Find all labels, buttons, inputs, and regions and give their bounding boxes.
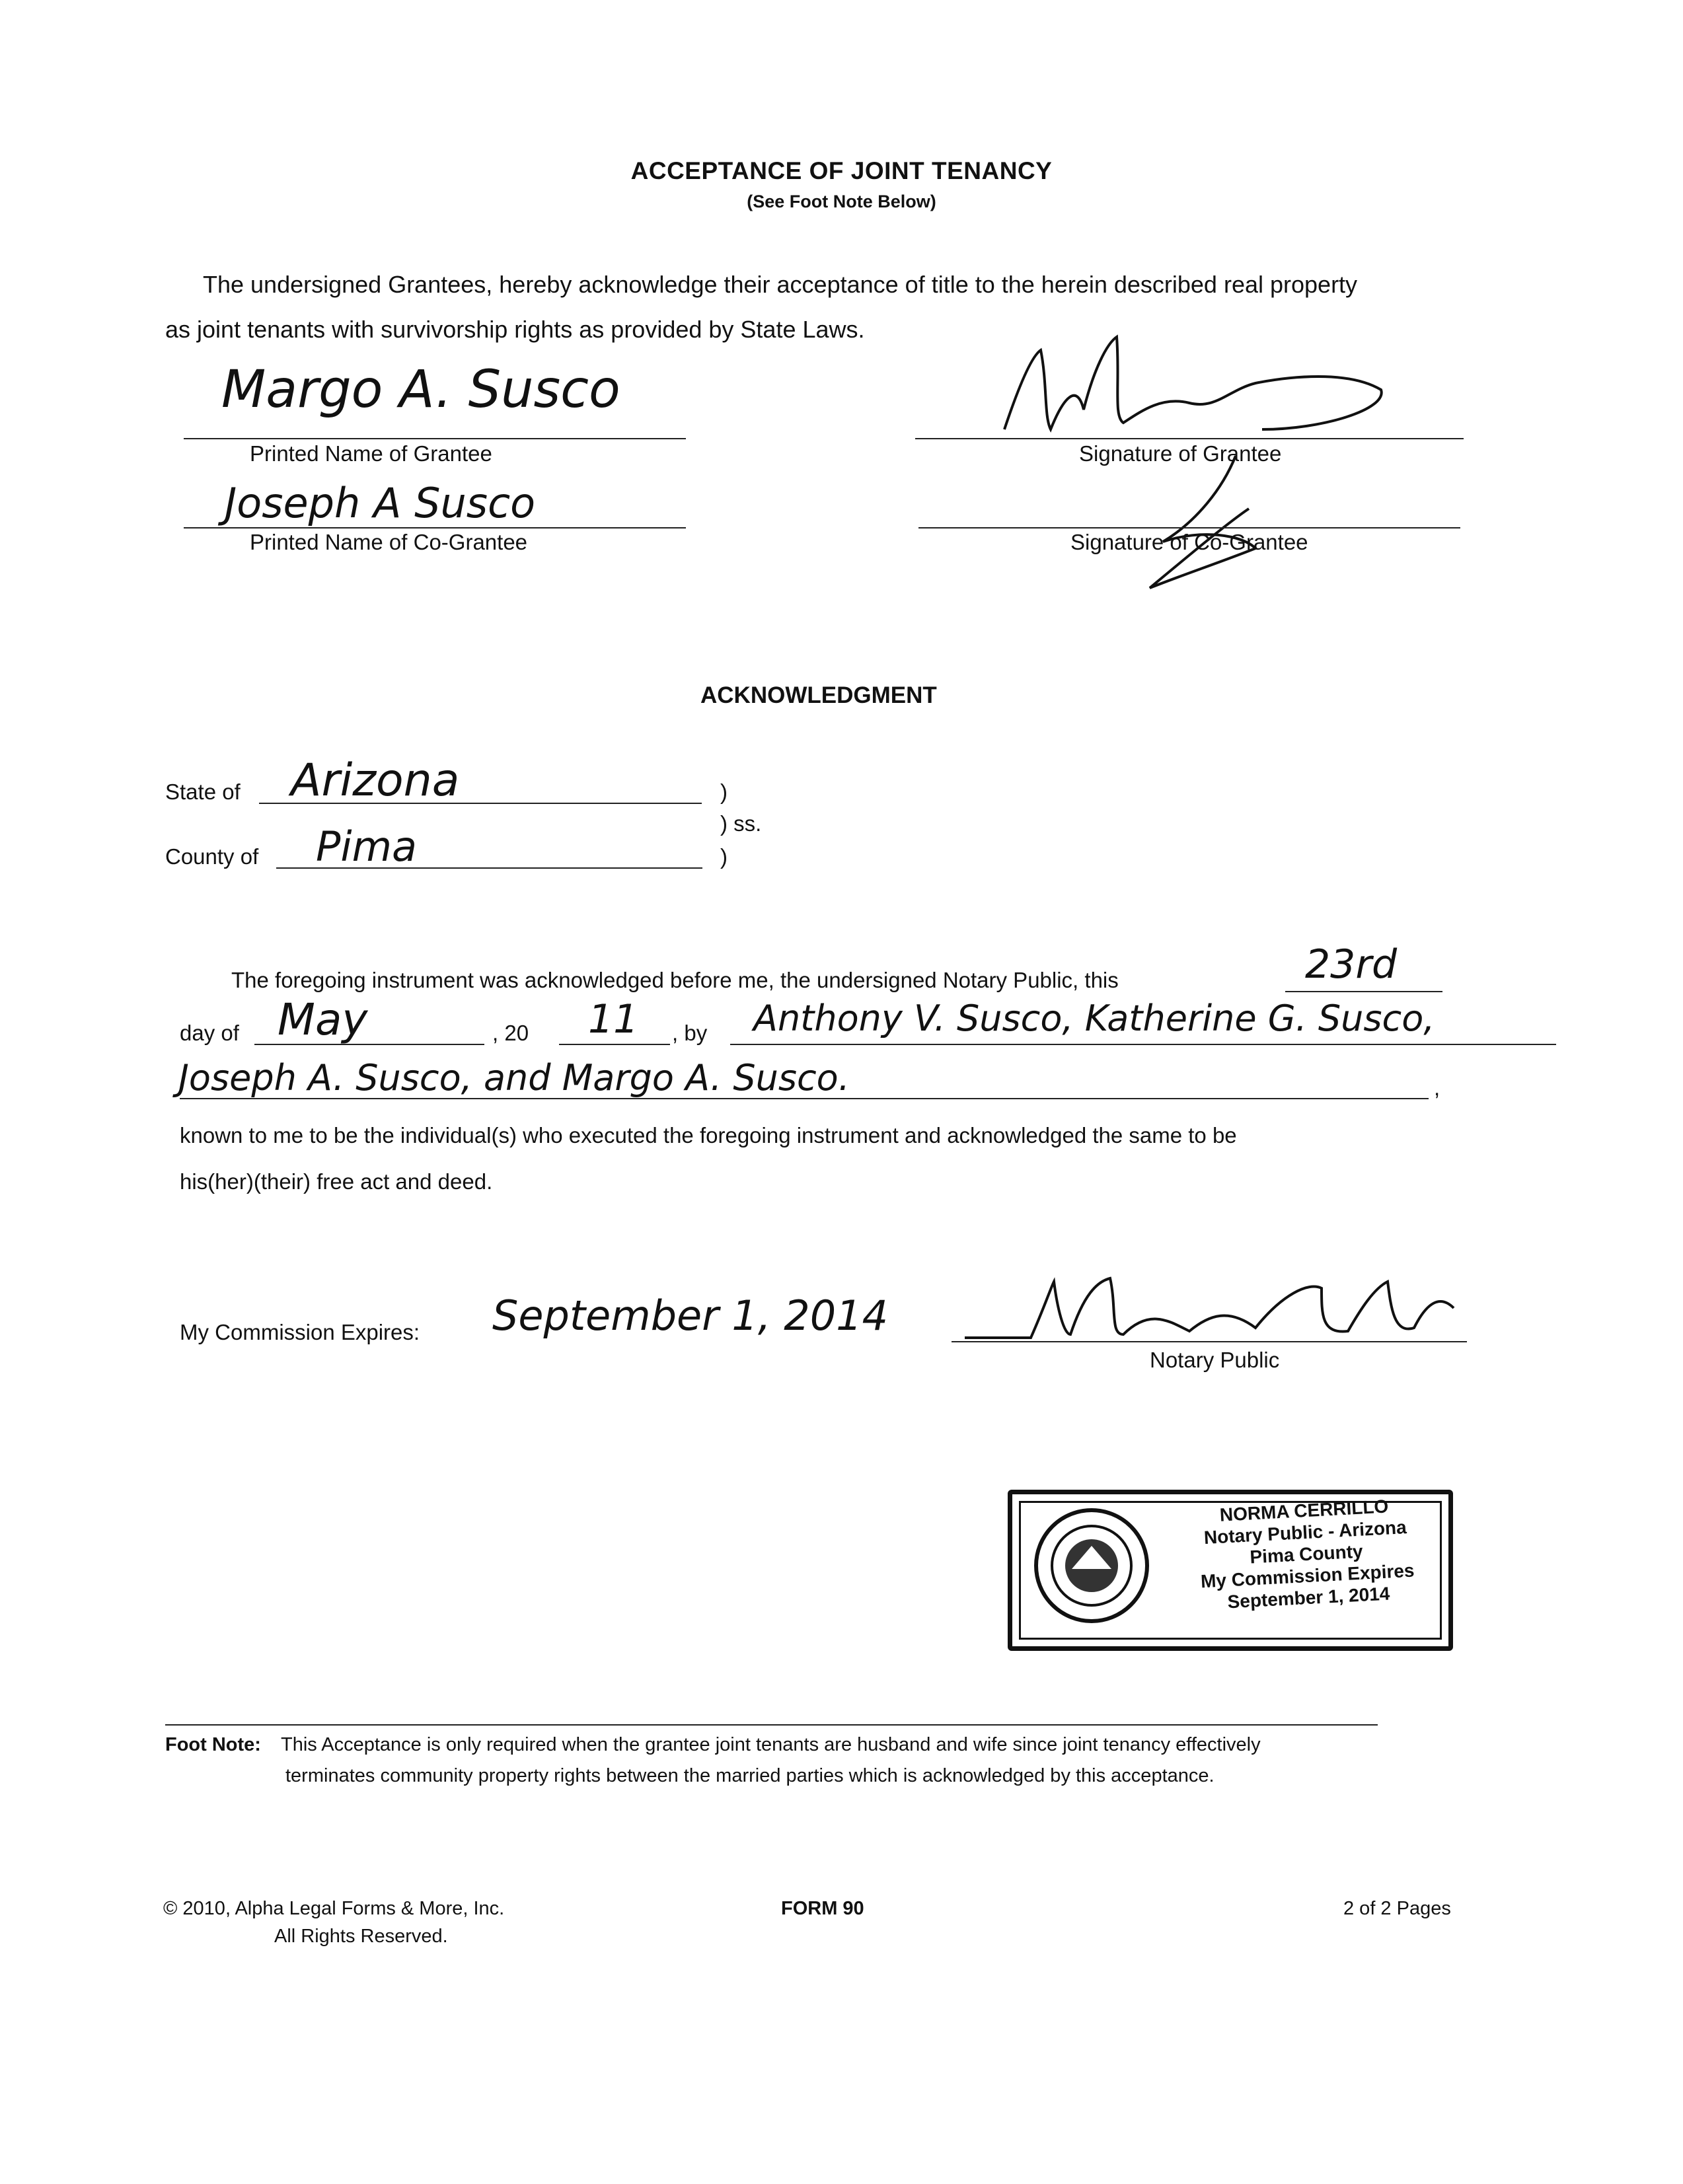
day-value: 23rd (1305, 941, 1398, 988)
day-line (1285, 991, 1442, 992)
month-line (254, 1044, 484, 1045)
footer-page-count: 2 of 2 Pages (1343, 1898, 1451, 1919)
notary-stamp-text (1165, 1492, 1448, 1616)
para-line-3: known to me to be the individual(s) who executed the foregoing instrument and acknowledged the same to be (180, 1123, 1237, 1147)
names-line-1-rule (730, 1044, 1556, 1045)
paren-ss: ) ss. (720, 811, 762, 836)
footer-rights: All Rights Reserved. (274, 1926, 448, 1947)
acknowledgment-heading: ACKNOWLEDGMENT (700, 682, 937, 708)
cograntee-printed-name-label: Printed Name of Co-Grantee (250, 530, 528, 554)
state-value: Arizona (291, 754, 460, 807)
stamp-line-3: Pima County (1249, 1541, 1364, 1568)
stamp-line-5: September 1, 2014 (1226, 1583, 1391, 1613)
cograntee-signature (1123, 449, 1295, 595)
grantee-signature (978, 330, 1401, 446)
cograntee-signature-label: Signature of Co-Grantee (1070, 530, 1308, 554)
stamp-line-1: NORMA CERRILLO (1219, 1496, 1389, 1525)
grantee-signature-line (915, 438, 1464, 439)
intro-line-1: The undersigned Grantees, hereby acknowledge their acceptance of title to the herein described real property (203, 271, 1358, 298)
para-line-1: The foregoing instrument was acknowledged before me, the undersigned Notary Public, this (231, 968, 1119, 992)
by-label: , by (672, 1021, 708, 1045)
commission-label: My Commission Expires: (180, 1320, 420, 1344)
notary-label: Notary Public (1150, 1348, 1280, 1372)
state-label: State of (165, 780, 241, 804)
footnote-line-1: This Acceptance is only required when the grantee joint tenants are husband and wife since joint tenancy effectively (281, 1734, 1261, 1755)
cograntee-printed-name-line (184, 527, 686, 528)
day-of-label: day of (180, 1021, 239, 1045)
commission-value: September 1, 2014 (492, 1292, 889, 1340)
month-value: May (278, 994, 368, 1045)
cograntee-signature-line (918, 527, 1460, 528)
year-line (559, 1044, 670, 1045)
names-line-1: Anthony V. Susco, Katherine G. Susco, (753, 998, 1435, 1039)
state-line (259, 803, 702, 804)
grantee-printed-name-label: Printed Name of Grantee (250, 441, 492, 466)
notary-signature-line (952, 1341, 1467, 1342)
stamp-line-2: Notary Public - Arizona (1203, 1517, 1407, 1548)
footer-copyright: © 2010, Alpha Legal Forms & More, Inc. (163, 1898, 505, 1919)
names-comma: , (1434, 1075, 1440, 1100)
paren-3: ) (720, 844, 728, 869)
stamp-line-4: My Commission Expires (1200, 1560, 1415, 1592)
footnote-rule (165, 1724, 1378, 1726)
year-prefix: , 20 (492, 1021, 529, 1045)
county-line (276, 867, 702, 869)
document-subtitle: (See Foot Note Below) (747, 192, 936, 211)
para-line-4: his(her)(their) free act and deed. (180, 1169, 493, 1194)
paren-1: ) (720, 780, 728, 804)
notary-stamp (1008, 1490, 1453, 1651)
footer-form-number: FORM 90 (781, 1898, 864, 1919)
grantee-signature-label: Signature of Grantee (1079, 441, 1282, 466)
footnote-label: Foot Note: (165, 1734, 261, 1755)
cograntee-printed-name-handwritten: Joseph A Susco (225, 479, 536, 527)
footnote-line-2: terminates community property rights between the married parties which is acknowledged by this acceptance. (285, 1765, 1215, 1786)
state-seal-icon (1032, 1506, 1151, 1625)
names-line-2: Joseph A. Susco, and Margo A. Susco. (178, 1057, 850, 1099)
grantee-printed-name-handwritten: Margo A. Susco (221, 360, 620, 419)
names-line-2-rule (180, 1098, 1429, 1099)
grantee-printed-name-line (184, 438, 686, 439)
county-value: Pima (316, 822, 418, 871)
document-title: ACCEPTANCE OF JOINT TENANCY (630, 157, 1053, 184)
county-label: County of (165, 844, 259, 869)
intro-line-2: as joint tenants with survivorship rights as provided by State Laws. (165, 316, 865, 343)
year-value: 11 (588, 996, 639, 1042)
